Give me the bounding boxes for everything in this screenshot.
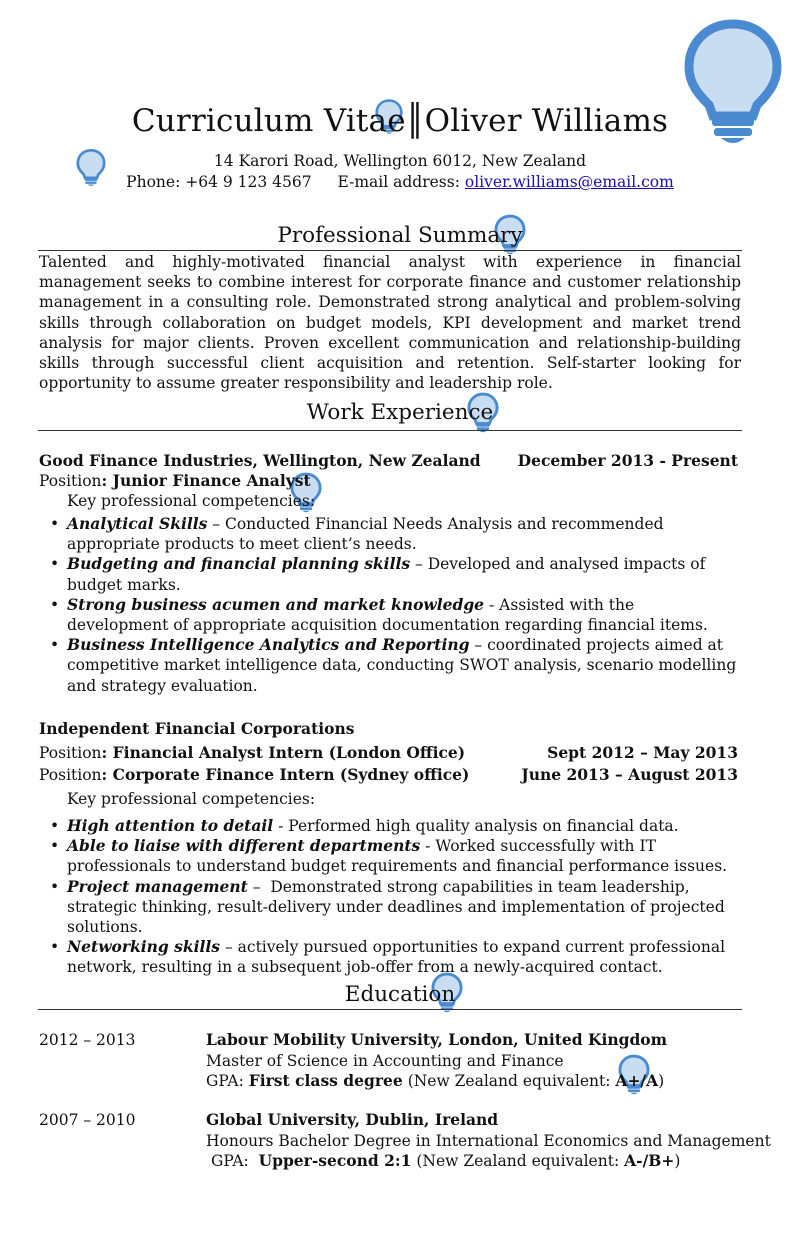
experience-heading: Work Experience xyxy=(306,400,494,425)
job-dates: Sept 2012 – May 2013 xyxy=(547,743,738,762)
job-header xyxy=(39,451,738,470)
list-item: • High attention to detail - Performed high quality analysis on financial data. xyxy=(39,816,739,836)
phone: +64 9 123 4567 xyxy=(185,173,312,191)
edu-entry xyxy=(206,1110,771,1172)
company: Good Finance Industries, Wellington, New Zealand xyxy=(39,451,481,470)
education-heading: Education xyxy=(344,982,456,1007)
school: Labour Mobility University, London, United Kingdom xyxy=(206,1030,668,1049)
address: 14 Karori Road, Wellington 6012, New Zealand xyxy=(213,152,587,170)
competency-list xyxy=(39,816,739,978)
degree: Master of Science in Accounting and Finance xyxy=(206,1051,564,1070)
job-dates: December 2013 - Present xyxy=(517,451,738,470)
divider xyxy=(38,430,742,431)
gpa-line: GPA: First class degree (New Zealand equivalent: A+/A) xyxy=(206,1071,665,1090)
summary-text: Talented and highly-motivated financial analyst with experience in financial management seeks to combine interest for corporate finance and customer relationship management in a consulting role. Demonstrated strong analytical and problem-solving skills through collaboration on budget models, KPI development and market trend analysis for major clients. Proven excellent communication and relationship-building skills through successful client acquisition and retention. Self-starter looking for opportunity to assume greater responsibility and leadership role. xyxy=(39,253,741,393)
job-dates: June 2013 – August 2013 xyxy=(521,765,738,784)
edu-entry xyxy=(206,1030,667,1092)
gpa-line: GPA: Upper-second 2:1 (New Zealand equivalent: A-/B+) xyxy=(210,1151,681,1170)
edu-years: 2007 – 2010 xyxy=(39,1111,136,1129)
email-label: E-mail address: xyxy=(337,173,460,191)
list-item: • Able to liaise with different departments - Worked successfully with IT professionals to understand budget requirements and financial performance issues. xyxy=(39,836,739,876)
degree: Honours Bachelor Degree in International Economics and Management xyxy=(206,1131,771,1150)
company: Independent Financial Corporations xyxy=(39,719,355,738)
title-separator: ║ xyxy=(405,103,425,139)
title-left: Curriculum Vitae xyxy=(131,103,406,139)
candidate-name: Oliver Williams xyxy=(424,103,669,139)
list-item: • Budgeting and financial planning skills – Developed and analysed impacts of budget marks. xyxy=(39,554,739,594)
contact-line xyxy=(0,173,800,191)
competencies-label: Key professional competencies: xyxy=(67,492,316,510)
list-item: • Project management – Demonstrated strong capabilities in team leadership, strategic thinking, result-delivery under deadlines and implementation of projected solutions. xyxy=(39,877,739,938)
summary-heading: Professional Summary xyxy=(277,223,523,248)
position-title: Financial Analyst Intern (London Office) xyxy=(112,743,466,762)
divider xyxy=(38,1009,742,1010)
list-item: • Business Intelligence Analytics and Reporting – coordinated projects aimed at competitive market intelligence data, conducting SWOT analysis, scenario modelling and strategy evaluation. xyxy=(39,635,739,696)
position-line: Position: Junior Finance Analyst xyxy=(39,471,311,490)
position-title: Junior Finance Analyst xyxy=(112,471,311,490)
position-label: Position xyxy=(39,472,102,490)
position-line: Position: Financial Analyst Intern (London Office) Sept 2012 – May 2013 xyxy=(39,743,738,762)
list-item: • Analytical Skills – Conducted Financial Needs Analysis and recommended appropriate products to meet client’s needs. xyxy=(39,514,739,554)
divider xyxy=(38,250,742,251)
page-title xyxy=(0,103,800,139)
edu-years: 2012 – 2013 xyxy=(39,1031,136,1049)
school: Global University, Dublin, Ireland xyxy=(206,1110,499,1129)
position-title: Corporate Finance Intern (Sydney office) xyxy=(112,765,470,784)
email-link[interactable]: oliver.williams@email.com xyxy=(464,173,674,191)
competencies-label: Key professional competencies: xyxy=(67,790,316,808)
competency-list xyxy=(39,514,739,696)
position-line: Position: Corporate Finance Intern (Sydney office) June 2013 – August 2013 xyxy=(39,765,738,784)
list-item: • Strong business acumen and market knowledge - Assisted with the development of appropriate acquisition documentation regarding financial items. xyxy=(39,595,739,635)
phone-label: Phone: xyxy=(126,173,181,191)
list-item: • Networking skills – actively pursued opportunities to expand current professional network, resulting in a subsequent job-offer from a newly-acquired contact. xyxy=(39,937,739,977)
